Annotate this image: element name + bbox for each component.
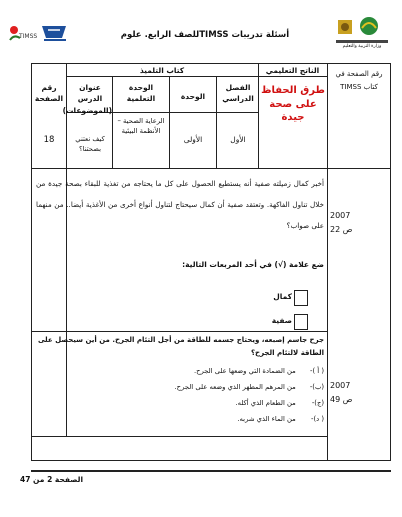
content-table: [31, 63, 391, 461]
header-page: رقم الصفحة: [34, 83, 64, 104]
header-student-book: كتاب التلميذ: [139, 66, 185, 75]
q1-checkbox-kamal[interactable]: [294, 290, 308, 306]
ministry-logo: وزارة التربية والتعليم: [334, 14, 390, 54]
q1-checkbox-safia[interactable]: [294, 314, 308, 330]
q2-text: جرح جاسم إصبعه، ويحتاج جسمه للطاقة من أجل التئام الجرح. من أين سيحصل على الطاقة لالتئام الجرح؟: [37, 336, 324, 358]
row-term: الأول: [230, 135, 246, 144]
q2-page: ص 49: [330, 395, 353, 404]
row-learning-unit: الرعاية الصحية – الأنظمة البيئية: [117, 117, 165, 136]
q1-text: أخبر كمال زميلته صفية أنه يستطيع الحصول على كل ما يحتاجه من تغذية للبقاء بصحة جيدة من خلال تناول الفاكهة. وتعتقد صفية أن كمال سيحتاج لتناول أنواع أخرى من الأغذية أيضا.. من منهما على صواب؟: [36, 179, 324, 230]
svg-text:TIMSS: TIMSS: [19, 33, 38, 40]
row-unit: الأولى: [183, 135, 203, 144]
header-timss-page: رقم الصفحة في كتاب TIMSS: [335, 70, 383, 91]
row-learning-outcome: طرق الحفاظ على صحة جيدة: [261, 85, 325, 123]
header-learning-outcome: الناتج التعليمي: [265, 66, 320, 75]
q2-option-a[interactable]: ( أ )- من الضمادة التي وضعها على الجرح.: [193, 367, 324, 375]
row-lesson: كيف نعتني بصحتنا؟: [75, 135, 105, 154]
header-learning-unit: الوحدة التعلمية: [126, 83, 156, 104]
page-header-title: أسئلة تدريبات TIMSSللصف الرابع. علوم: [120, 30, 290, 40]
q2-options: [52, 364, 324, 428]
q1-option-kamal: كمال: [273, 292, 292, 301]
q1-option-safia: صفية: [271, 316, 292, 325]
q2-option-b[interactable]: (ب)- من المرهم المطهر الذي وضعه على الجرح.: [174, 382, 324, 391]
footer-divider: [31, 470, 391, 472]
q1-instruction: ضع علامة (√) في أحد المربعات التالية:: [182, 260, 324, 269]
q2-option-c[interactable]: (ج)- من الطعام الذي أكله.: [235, 398, 324, 407]
page-number-footer: الصفحة 2 من 47: [20, 475, 84, 484]
q2-option-d[interactable]: ( د)- من الماء الذي شربه.: [237, 414, 324, 423]
q1-page: ص 22: [330, 225, 353, 234]
header-term: الفصل الدراسي: [222, 83, 254, 104]
timss-logo: [8, 18, 70, 48]
header-unit: الوحدة: [180, 92, 206, 101]
q2-year: 2007: [330, 381, 351, 390]
q1-year: 2007: [330, 211, 351, 220]
header-lesson: عنوان الدرس (الموضوعات): [62, 83, 112, 115]
row-page: 18: [43, 135, 55, 145]
